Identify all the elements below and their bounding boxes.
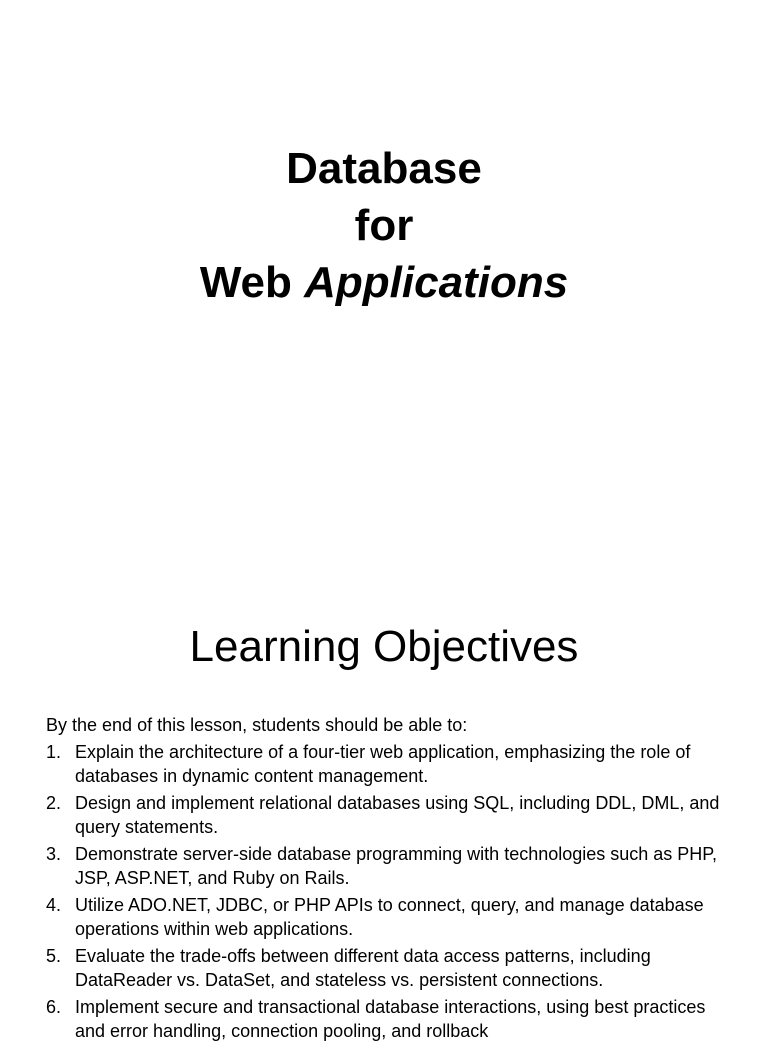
objective-text: Design and implement relational databases using SQL, including DDL, DML, and query statements. (75, 793, 720, 837)
objective-item (46, 945, 736, 992)
objective-text: Implement secure and transactional database interactions, using best practices and error handling, connection pooling, and rollback (75, 997, 706, 1041)
objective-item (46, 792, 736, 839)
objective-number: 2. (46, 793, 62, 813)
objective-number: 3. (46, 844, 62, 864)
section-intro: By the end of this lesson, students should be able to: (46, 715, 468, 735)
objectives-list (46, 741, 736, 1047)
objective-number: 5. (46, 946, 62, 966)
objective-item (46, 996, 736, 1043)
objective-item (46, 843, 736, 890)
objective-text: Demonstrate server-side database programming with technologies such as PHP, JSP, ASP.NET, and Ruby on Rails. (75, 844, 717, 888)
objective-text: Explain the architecture of a four-tier web application, emphasizing the role of databases in dynamic content management. (75, 742, 691, 786)
objective-text: Utilize ADO.NET, JDBC, or PHP APIs to connect, query, and manage database operations within web applications. (75, 895, 704, 939)
objective-text: Evaluate the trade-offs between different data access patterns, including DataReader vs. DataSet, and stateless vs. persistent connections. (75, 946, 651, 990)
objective-number: 1. (46, 742, 62, 762)
objective-item (46, 894, 736, 941)
section-heading: Learning Objectives (189, 622, 579, 671)
title-line-3-plain: Web (199, 258, 292, 307)
document-title (0, 140, 768, 311)
title-line-3 (0, 254, 768, 311)
title-line-2: for (354, 201, 414, 250)
title-line-1: Database (286, 144, 482, 193)
objective-item (46, 741, 736, 788)
objective-number: 4. (46, 895, 62, 915)
title-line-3-italic: Applications (304, 258, 569, 307)
objective-number: 6. (46, 997, 62, 1017)
